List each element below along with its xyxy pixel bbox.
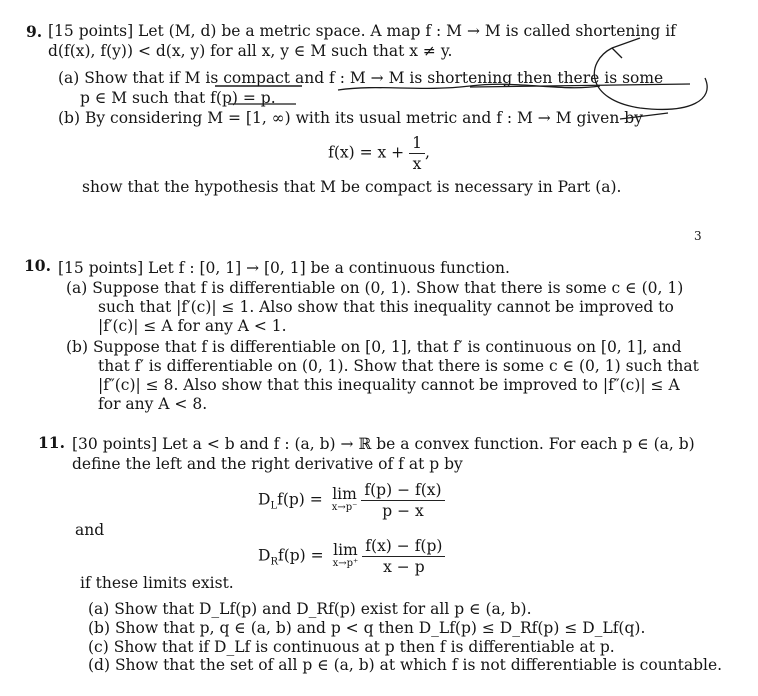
eq1-lim-sub: x→p⁻ — [331, 501, 358, 513]
problem-10a-line-3: |f′(c)| ≤ A for any A < 1. — [98, 317, 287, 335]
eq2-fraction — [362, 536, 445, 577]
fraction-numerator: 1 — [409, 133, 425, 154]
problem-11a: (a) Show that D_Lf(p) and D_Rf(p) exist for all p ∈ (a, b). — [88, 600, 532, 618]
eq2-numerator: f(x) − f(p) — [362, 536, 445, 557]
problem-9b-line-1: (b) By considering M = [1, ∞) with its usual metric and f : M → M given by — [58, 109, 643, 127]
eq2-mid: f(p) = — [277, 546, 329, 565]
eq2-lim-word: lim — [333, 540, 358, 559]
problem-11d: (d) Show that the set of all p ∈ (a, b) at which f is not differentiable is countable. — [88, 656, 723, 674]
page-number: 3 — [694, 229, 702, 243]
problem-9-line-1: [15 points] Let (M, d) be a metric space. A map f : M → M is called shortening if — [48, 22, 676, 40]
eq2-denominator: x − p — [383, 558, 425, 576]
problem-9b-line-2: show that the hypothesis that M be compact is necessary in Part (a). — [82, 178, 622, 196]
eq2-subscript: R — [270, 556, 278, 568]
equation-fraction — [409, 133, 425, 174]
eq1-limit — [331, 484, 358, 515]
problem-10a-line-1: (a) Suppose that f is differentiable on (0, 1). Show that there is some c ∈ (0, 1) — [66, 279, 684, 297]
eq1-d: D — [258, 490, 271, 509]
eq2-d: D — [258, 546, 271, 565]
problem-10-line-1: [15 points] Let f : [0, 1] → [0, 1] be a continuous function. — [58, 259, 510, 277]
right-derivative-equation — [258, 536, 445, 577]
problem-10b-line-2: that f′ is differentiable on (0, 1). Show that there is some c ∈ (0, 1) such that — [98, 357, 699, 375]
problem-9a-line-1: (a) Show that if M is compact and f : M → M is shortening then there is some — [58, 69, 664, 87]
and-word: and — [75, 521, 105, 539]
problem-9-line-2: d(f(x), f(y)) < d(x, y) for all x, y ∈ M such that x ≠ y. — [48, 42, 453, 60]
eq1-mid: f(p) = — [277, 490, 328, 509]
eq2-limit — [332, 540, 359, 571]
equation-comma: , — [424, 143, 430, 162]
eq1-denominator: p − x — [382, 502, 424, 520]
limits-exist-line: if these limits exist. — [80, 574, 234, 592]
problem-9a-line-2: p ∈ M such that f(p) = p. — [80, 89, 276, 107]
problem-10b-line-1: (b) Suppose that f is differentiable on [0, 1], that f′ is continuous on [0, 1], and — [66, 338, 682, 356]
eq2-lim-sub: x→p⁺ — [332, 557, 359, 569]
problem-11-line-1: [30 points] Let a < b and f : (a, b) → ℝ be a convex function. For each p ∈ (a, b) — [72, 435, 695, 453]
problem-10b-line-4: for any A < 8. — [98, 395, 208, 413]
problem-11b: (b) Show that p, q ∈ (a, b) and p < q then D_Lf(p) ≤ D_Rf(p) ≤ D_Lf(q). — [88, 619, 646, 637]
arrow-head — [612, 38, 640, 58]
problem-10b-line-3: |f″(c)| ≤ 8. Also show that this inequality cannot be improved to |f″(c)| ≤ A — [98, 376, 680, 394]
problem-9-number: 9. — [26, 22, 43, 41]
eq1-numerator: f(p) − f(x) — [361, 480, 444, 501]
eq1-lim-word: lim — [332, 484, 357, 503]
problem-10-number: 10. — [24, 256, 51, 275]
left-derivative-equation — [258, 480, 445, 521]
problem-10a-line-2: such that |f′(c)| ≤ 1. Also show that this inequality cannot be improved to — [98, 298, 674, 316]
problem-11-line-2: define the left and the right derivative of f at p by — [72, 455, 463, 473]
problem-11-number: 11. — [38, 433, 65, 452]
problem-9-equation — [0, 133, 758, 174]
eq1-subscript: L — [270, 500, 278, 512]
fraction-denominator: x — [412, 155, 422, 173]
problem-11c: (c) Show that if D_Lf is continuous at p then f is differentiable at p. — [88, 638, 615, 656]
eq1-fraction — [361, 480, 444, 521]
equation-lhs: f(x) = x + — [328, 143, 410, 162]
